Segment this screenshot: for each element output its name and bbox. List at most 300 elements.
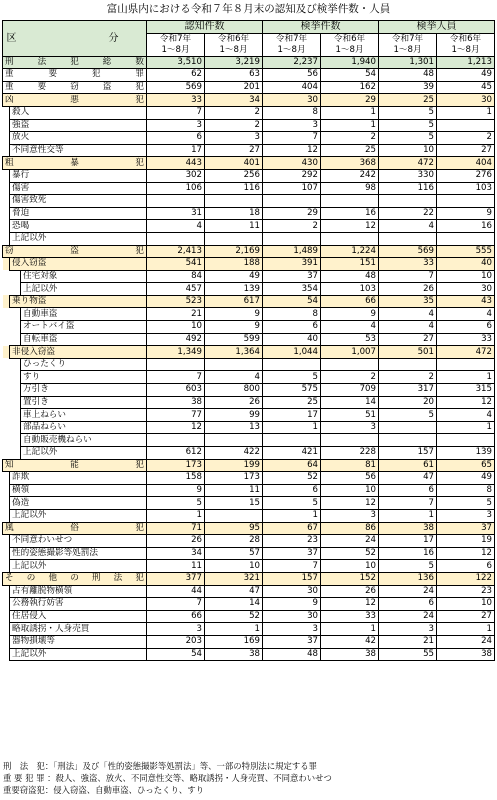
value-cell: 256	[205, 169, 263, 182]
indent-cell	[10, 434, 21, 447]
value-cell: 51	[321, 409, 379, 422]
row-label: 侵入窃盗	[10, 258, 147, 271]
table-row	[3, 635, 495, 648]
value-cell: 81	[321, 459, 379, 472]
value-cell: 25	[321, 144, 379, 157]
value-cell: 1,349	[147, 346, 205, 359]
row-label: 殺人	[10, 106, 147, 119]
value-cell: 37	[263, 270, 321, 283]
value-cell: 3	[205, 132, 263, 145]
value-cell: 16	[321, 207, 379, 220]
table-row	[3, 358, 495, 371]
value-cell: 173	[205, 472, 263, 485]
table-row	[3, 258, 495, 271]
value-cell: 53	[321, 333, 379, 346]
value-cell: 401	[205, 157, 263, 170]
value-cell: 33	[321, 610, 379, 623]
indent-cell	[3, 623, 10, 636]
value-cell: 6	[379, 484, 437, 497]
value-cell: 12	[437, 396, 495, 409]
value-cell	[321, 434, 379, 447]
value-cell: 1,364	[205, 346, 263, 359]
value-cell: 30	[263, 585, 321, 598]
value-cell: 7	[263, 132, 321, 145]
value-cell: 34	[147, 547, 205, 560]
table-row	[3, 56, 495, 69]
value-cell: 17	[263, 409, 321, 422]
indent-cell	[3, 472, 10, 485]
value-cell: 404	[263, 81, 321, 94]
value-cell: 52	[205, 610, 263, 623]
value-cell: 317	[379, 384, 437, 397]
table-row	[3, 295, 495, 308]
row-label: 傷害	[10, 182, 147, 195]
value-cell: 62	[147, 69, 205, 82]
value-cell: 38	[321, 648, 379, 661]
value-cell: 9	[437, 207, 495, 220]
value-cell: 472	[437, 346, 495, 359]
value-cell: 11	[205, 220, 263, 233]
value-cell: 34	[205, 94, 263, 107]
header-period: 令和7年 1～8月	[147, 33, 205, 56]
value-cell: 30	[263, 94, 321, 107]
value-cell: 26	[321, 585, 379, 598]
value-cell: 17	[147, 144, 205, 157]
value-cell: 55	[379, 648, 437, 661]
value-cell: 26	[147, 535, 205, 548]
indent-cell	[3, 270, 10, 283]
value-cell: 48	[321, 270, 379, 283]
value-cell	[379, 358, 437, 371]
indent-cell	[3, 346, 10, 359]
value-cell: 5	[379, 119, 437, 132]
value-cell: 21	[147, 308, 205, 321]
indent-cell	[3, 371, 10, 384]
value-cell: 1,301	[379, 56, 437, 69]
table-row	[3, 610, 495, 623]
value-cell: 617	[205, 295, 263, 308]
value-cell: 199	[205, 459, 263, 472]
value-cell: 2	[205, 106, 263, 119]
row-label: 脅迫	[10, 207, 147, 220]
value-cell: 9	[205, 308, 263, 321]
row-label: 自転車盗	[21, 333, 147, 346]
table-row	[3, 648, 495, 661]
value-cell: 15	[205, 497, 263, 510]
value-cell	[205, 434, 263, 447]
value-cell: 52	[263, 472, 321, 485]
value-cell: 169	[205, 635, 263, 648]
indent-cell	[10, 371, 21, 384]
value-cell: 2,413	[147, 245, 205, 258]
value-cell: 19	[437, 535, 495, 548]
row-label: 住宅対象	[21, 270, 147, 283]
row-label: 上記以外	[10, 648, 147, 661]
row-label: すり	[21, 371, 147, 384]
value-cell: 95	[205, 522, 263, 535]
value-cell	[379, 421, 437, 434]
table-row	[3, 270, 495, 283]
indent-cell	[3, 447, 10, 460]
indent-cell	[10, 321, 21, 334]
value-cell: 404	[437, 157, 495, 170]
value-cell: 1	[379, 509, 437, 522]
value-cell: 9	[205, 321, 263, 334]
value-cell: 2,237	[263, 56, 321, 69]
header-group-kenkyo-kensu: 検挙件数	[263, 21, 379, 34]
indent-cell	[3, 195, 10, 208]
indent-cell	[10, 358, 21, 371]
value-cell: 6	[263, 321, 321, 334]
indent-cell	[10, 447, 21, 460]
value-cell: 28	[205, 535, 263, 548]
table-row	[3, 182, 495, 195]
table-row	[3, 623, 495, 636]
value-cell: 48	[379, 69, 437, 82]
row-label: 窃 盗 犯	[3, 245, 147, 258]
value-cell: 5	[379, 409, 437, 422]
value-cell	[321, 232, 379, 245]
value-cell: 44	[147, 585, 205, 598]
indent-cell	[3, 295, 10, 308]
value-cell: 27	[437, 144, 495, 157]
value-cell: 37	[437, 522, 495, 535]
value-cell: 492	[147, 333, 205, 346]
row-label: 強盗	[10, 119, 147, 132]
row-label: 不同意わいせつ	[10, 535, 147, 548]
value-cell	[205, 195, 263, 208]
row-label: 傷害致死	[10, 195, 147, 208]
footnote: 重要窃盗犯：侵入窃盗、自動車盗、ひったくり、すり	[3, 785, 204, 795]
value-cell: 26	[379, 283, 437, 296]
value-cell: 40	[263, 333, 321, 346]
value-cell: 139	[205, 283, 263, 296]
row-label: 詐欺	[10, 472, 147, 485]
value-cell	[437, 358, 495, 371]
value-cell: 1,213	[437, 56, 495, 69]
row-label: 住居侵入	[10, 610, 147, 623]
value-cell: 1	[437, 623, 495, 636]
indent-cell	[10, 421, 21, 434]
indent-cell	[3, 585, 10, 598]
table-row	[3, 245, 495, 258]
value-cell: 103	[321, 283, 379, 296]
value-cell: 5	[263, 371, 321, 384]
value-cell: 612	[147, 447, 205, 460]
footnote: 刑 法 犯：「刑法」及び「性的姿態撮影等処罰法」等、一部の特別法に規定する罪	[3, 761, 318, 771]
value-cell: 354	[263, 283, 321, 296]
value-cell: 37	[263, 635, 321, 648]
value-cell: 6	[437, 560, 495, 573]
value-cell: 302	[147, 169, 205, 182]
value-cell: 99	[205, 409, 263, 422]
value-cell: 4	[379, 220, 437, 233]
table-row	[3, 232, 495, 245]
value-cell: 2	[263, 220, 321, 233]
value-cell: 49	[437, 472, 495, 485]
value-cell: 39	[379, 81, 437, 94]
table-row	[3, 509, 495, 522]
indent-cell	[3, 169, 10, 182]
value-cell: 42	[321, 635, 379, 648]
value-cell: 17	[379, 535, 437, 548]
value-cell: 2	[321, 371, 379, 384]
row-label: 自動販売機ねらい	[21, 434, 147, 447]
value-cell: 65	[437, 459, 495, 472]
table-row	[3, 157, 495, 170]
indent-cell	[3, 384, 10, 397]
table-row	[3, 333, 495, 346]
table-row	[3, 144, 495, 157]
value-cell: 24	[437, 635, 495, 648]
value-cell	[205, 358, 263, 371]
value-cell: 57	[205, 547, 263, 560]
value-cell	[437, 195, 495, 208]
row-label: 公務執行妨害	[10, 598, 147, 611]
value-cell: 3	[437, 509, 495, 522]
table-row	[3, 132, 495, 145]
row-label: 万引き	[21, 384, 147, 397]
value-cell: 116	[205, 182, 263, 195]
indent-cell	[3, 106, 10, 119]
footnotes	[3, 760, 495, 796]
value-cell: 16	[437, 220, 495, 233]
indent-cell	[3, 434, 10, 447]
value-cell: 22	[379, 207, 437, 220]
value-cell: 173	[147, 459, 205, 472]
row-label: 横領	[10, 484, 147, 497]
indent-cell	[3, 535, 10, 548]
value-cell: 1	[437, 106, 495, 119]
value-cell: 443	[147, 157, 205, 170]
crime-statistics-table	[2, 20, 495, 661]
value-cell: 1	[437, 421, 495, 434]
value-cell: 27	[205, 144, 263, 157]
indent-cell	[10, 396, 21, 409]
value-cell: 37	[263, 547, 321, 560]
row-label: 偽造	[10, 497, 147, 510]
indent-cell	[3, 635, 10, 648]
value-cell: 330	[379, 169, 437, 182]
value-cell: 11	[147, 560, 205, 573]
value-cell: 6	[437, 321, 495, 334]
value-cell: 7	[379, 270, 437, 283]
indent-cell	[10, 384, 21, 397]
value-cell: 18	[205, 207, 263, 220]
table-row	[3, 547, 495, 560]
value-cell: 501	[379, 346, 437, 359]
value-cell: 10	[437, 270, 495, 283]
value-cell: 33	[437, 333, 495, 346]
value-cell: 457	[147, 283, 205, 296]
indent-cell	[3, 484, 10, 497]
value-cell: 11	[205, 484, 263, 497]
value-cell: 20	[379, 396, 437, 409]
table-row	[3, 220, 495, 233]
value-cell: 45	[437, 81, 495, 94]
value-cell: 321	[205, 572, 263, 585]
row-label: 性的姿態撮影等処罰法	[10, 547, 147, 560]
value-cell: 599	[205, 333, 263, 346]
value-cell: 4	[437, 409, 495, 422]
indent-cell	[3, 232, 10, 245]
value-cell: 40	[437, 258, 495, 271]
header-period: 令和7年 1～8月	[263, 33, 321, 56]
table-row	[3, 69, 495, 82]
indent-cell	[3, 258, 10, 271]
value-cell	[379, 195, 437, 208]
header-period: 令和7年 1～8月	[379, 33, 437, 56]
indent-cell	[10, 333, 21, 346]
value-cell: 31	[147, 207, 205, 220]
value-cell: 66	[321, 295, 379, 308]
value-cell: 12	[321, 497, 379, 510]
value-cell: 8	[437, 484, 495, 497]
table-row	[3, 409, 495, 422]
value-cell: 5	[263, 497, 321, 510]
value-cell: 6	[147, 132, 205, 145]
value-cell: 77	[147, 409, 205, 422]
value-cell: 52	[321, 547, 379, 560]
value-cell: 84	[147, 270, 205, 283]
value-cell: 12	[263, 144, 321, 157]
row-label: 上記以外	[10, 560, 147, 573]
value-cell: 368	[321, 157, 379, 170]
value-cell	[147, 195, 205, 208]
value-cell: 30	[437, 94, 495, 107]
header-kubun: 区 分	[3, 21, 147, 57]
value-cell: 122	[437, 572, 495, 585]
value-cell: 7	[263, 560, 321, 573]
value-cell: 1,007	[321, 346, 379, 359]
indent-cell	[3, 333, 10, 346]
value-cell: 61	[379, 459, 437, 472]
value-cell: 10	[205, 560, 263, 573]
value-cell: 16	[379, 547, 437, 560]
value-cell	[263, 358, 321, 371]
table-row	[3, 169, 495, 182]
table-row	[3, 106, 495, 119]
row-label: 上記以外	[21, 447, 147, 460]
value-cell: 276	[437, 169, 495, 182]
table-row	[3, 497, 495, 510]
indent-cell	[10, 308, 21, 321]
indent-cell	[3, 182, 10, 195]
value-cell: 9	[147, 484, 205, 497]
value-cell: 3,219	[205, 56, 263, 69]
row-label: 上記以外	[21, 283, 147, 296]
value-cell	[263, 232, 321, 245]
value-cell: 103	[437, 182, 495, 195]
indent-cell	[10, 270, 21, 283]
value-cell: 5	[379, 560, 437, 573]
value-cell: 12	[321, 598, 379, 611]
value-cell: 49	[205, 270, 263, 283]
row-label: 粗 暴 犯	[3, 157, 147, 170]
value-cell: 7	[147, 106, 205, 119]
value-cell	[321, 195, 379, 208]
value-cell: 7	[147, 371, 205, 384]
value-cell: 203	[147, 635, 205, 648]
value-cell: 24	[379, 585, 437, 598]
value-cell: 54	[263, 295, 321, 308]
value-cell: 709	[321, 384, 379, 397]
value-cell	[147, 232, 205, 245]
indent-cell	[3, 220, 10, 233]
value-cell: 12	[147, 421, 205, 434]
value-cell: 228	[321, 447, 379, 460]
table-row	[3, 472, 495, 485]
value-cell: 48	[263, 648, 321, 661]
row-label: 重 要 犯 罪	[3, 69, 147, 82]
value-cell: 603	[147, 384, 205, 397]
value-cell: 4	[321, 321, 379, 334]
value-cell: 5	[147, 497, 205, 510]
value-cell	[437, 434, 495, 447]
table-row	[3, 321, 495, 334]
row-label: 知 能 犯	[3, 459, 147, 472]
value-cell: 38	[379, 522, 437, 535]
value-cell: 1	[321, 623, 379, 636]
value-cell: 56	[263, 69, 321, 82]
value-cell: 3	[263, 119, 321, 132]
table-row	[3, 371, 495, 384]
value-cell: 430	[263, 157, 321, 170]
row-label: 乗り物盗	[10, 295, 147, 308]
indent-cell	[10, 283, 21, 296]
row-label: 車上ねらい	[21, 409, 147, 422]
value-cell	[437, 119, 495, 132]
value-cell: 47	[379, 472, 437, 485]
value-cell	[205, 232, 263, 245]
value-cell: 4	[147, 220, 205, 233]
value-cell: 2	[321, 132, 379, 145]
indent-cell	[3, 358, 10, 371]
indent-cell	[3, 598, 10, 611]
value-cell: 29	[263, 207, 321, 220]
row-label: 自動車盗	[21, 308, 147, 321]
value-cell: 35	[379, 295, 437, 308]
value-cell: 54	[321, 69, 379, 82]
value-cell: 21	[379, 635, 437, 648]
row-label: ひったくり	[21, 358, 147, 371]
row-label: 不同意性交等	[10, 144, 147, 157]
value-cell: 23	[437, 585, 495, 598]
value-cell: 106	[147, 182, 205, 195]
value-cell: 3	[263, 623, 321, 636]
value-cell	[263, 195, 321, 208]
value-cell: 541	[147, 258, 205, 271]
value-cell: 38	[147, 396, 205, 409]
value-cell: 800	[205, 384, 263, 397]
value-cell: 1	[321, 106, 379, 119]
indent-cell	[3, 409, 10, 422]
value-cell: 24	[379, 610, 437, 623]
row-label: そ の 他 の 刑 法 犯	[3, 572, 147, 585]
value-cell: 315	[437, 384, 495, 397]
value-cell: 377	[147, 572, 205, 585]
row-label: 風 俗 犯	[3, 522, 147, 535]
value-cell: 10	[147, 321, 205, 334]
value-cell: 3	[147, 119, 205, 132]
footnote: 重 要 犯 罪 ：殺人、強盗、放火、不同意性交等、略取誘拐・人身売買、不同意わいせつ	[3, 773, 332, 783]
table-row	[3, 384, 495, 397]
value-cell: 2,169	[205, 245, 263, 258]
value-cell: 47	[205, 585, 263, 598]
value-cell: 136	[379, 572, 437, 585]
value-cell: 38	[205, 648, 263, 661]
table-row	[3, 484, 495, 497]
